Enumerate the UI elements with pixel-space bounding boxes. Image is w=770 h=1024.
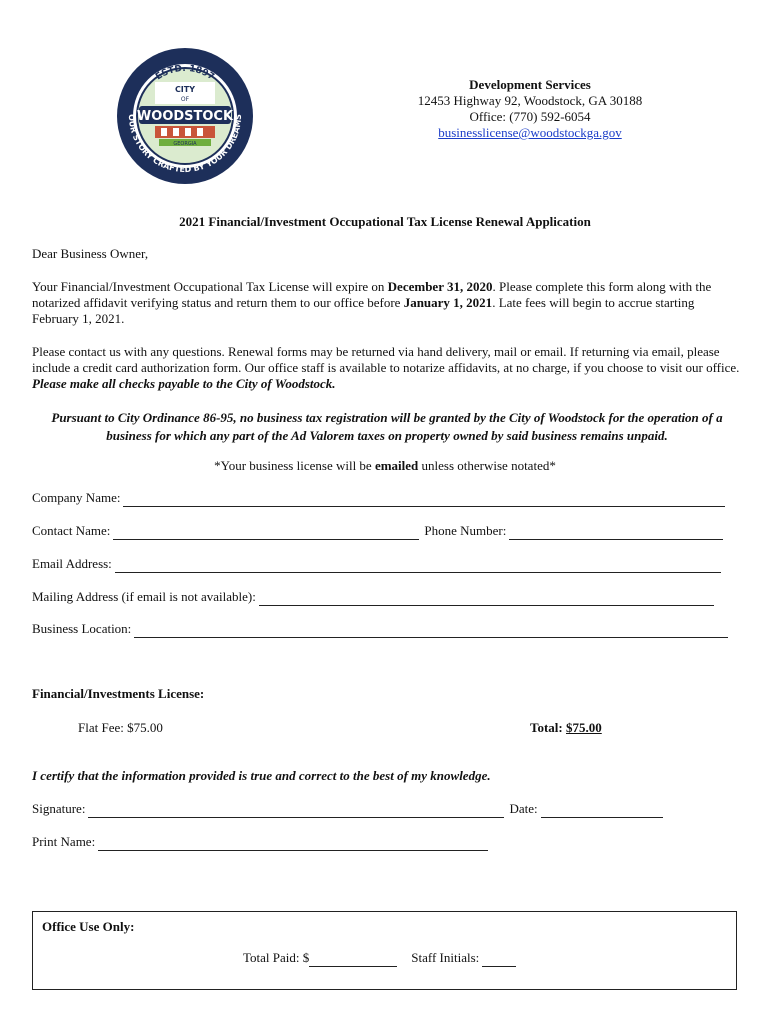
total-paid-field[interactable] <box>309 953 397 967</box>
certification-statement: I certify that the information provided is true and correct to the best of my knowledge. <box>32 768 491 783</box>
para2-text: Please contact us with any questions. Renewal forms may be returned via hand delivery, mail or email. If returning via email, please include a credit card authorization form. Our office staff is available to notarize affidavits, at no charge, if you choose to visit our office. <box>32 344 740 375</box>
contact-name-label: Contact Name: <box>32 523 111 538</box>
expiration-paragraph <box>32 279 742 327</box>
business-location-row <box>32 620 728 638</box>
logo-state-text: GEORGIA <box>173 141 197 147</box>
mailing-address-row <box>32 588 714 606</box>
office-use-heading: Office Use Only: <box>42 919 135 934</box>
email-notice <box>0 458 770 474</box>
contact-header <box>380 77 680 141</box>
office-fields-row <box>243 949 516 967</box>
staff-initials-label: Staff Initials: <box>411 950 480 965</box>
date-label: Date: <box>509 801 538 816</box>
staff-initials-field[interactable] <box>482 953 516 967</box>
email-address-field[interactable] <box>115 559 721 573</box>
company-name-field[interactable] <box>123 493 725 507</box>
office-use-box <box>32 911 737 990</box>
email-address-label: Email Address: <box>32 556 112 571</box>
mailing-address-label: Mailing Address (if email is not available): <box>32 589 256 604</box>
total-value: $75.00 <box>566 720 602 735</box>
company-name-row <box>32 489 725 507</box>
business-location-field[interactable] <box>134 624 728 638</box>
print-name-label: Print Name: <box>32 834 96 849</box>
logo-city-text: CITY <box>174 85 196 94</box>
flat-fee: Flat Fee: $75.00 <box>78 720 163 735</box>
license-heading: Financial/Investments License: <box>32 686 205 701</box>
office-address: 12453 Highway 92, Woodstock, GA 30188 <box>417 93 643 108</box>
signature-field[interactable] <box>88 804 504 818</box>
return-deadline: January 1, 2021 <box>403 295 493 310</box>
mailing-address-field[interactable] <box>259 592 714 606</box>
logo-name-text: WOODSTOCK <box>136 109 234 124</box>
phone-number-label: Phone Number: <box>424 523 507 538</box>
ordinance-notice: Pursuant to City Ordinance 86-95, no business tax registration will be granted by the City of Woodstock for the operation of a business for which any part of the Ad Valorem taxes on property owned by said business remains unpaid. <box>51 410 723 443</box>
print-name-row <box>32 833 488 851</box>
notice-emailed: emailed <box>374 458 419 473</box>
print-name-field[interactable] <box>98 837 488 851</box>
logo-of-text: OF <box>180 96 190 103</box>
email-link[interactable]: businesslicense@woodstockga.gov <box>438 125 622 140</box>
business-location-label: Business Location: <box>32 621 132 636</box>
para1-text-1: Your Financial/Investment Occupational Tax License will expire on <box>32 279 388 294</box>
para1-text-3: . Late fees will begin to accrue starting February 1, 2021. <box>32 295 695 326</box>
logo-motto-text: OUR STORY CRAFTED BY YOUR DREAMS <box>126 114 244 175</box>
contact-paragraph <box>32 344 742 392</box>
expiration-date: December 31, 2020 <box>387 279 493 294</box>
email-address-row <box>32 555 721 573</box>
logo-estd-text: ESTD. 1897 <box>154 63 216 83</box>
greeting: Dear Business Owner, <box>32 246 149 261</box>
notice-post: unless otherwise notated* <box>418 458 556 473</box>
city-of-woodstock-logo <box>115 46 255 186</box>
total-label: Total: <box>530 720 566 735</box>
form-title: 2021 Financial/Investment Occupational Tax License Renewal Application <box>179 214 591 229</box>
date-field[interactable] <box>541 804 663 818</box>
para1-text-2: . Please complete this form along with the notarized affidavit verifying status and return them to our office before <box>32 279 712 310</box>
department-name: Development Services <box>469 77 591 92</box>
total-amount <box>530 720 602 736</box>
checks-payable-note: Please make all checks payable to the City of Woodstock. <box>32 376 336 391</box>
contact-name-field[interactable] <box>113 526 419 540</box>
phone-number-field[interactable] <box>509 526 723 540</box>
company-name-label: Company Name: <box>32 490 121 505</box>
total-paid-label: Total Paid: $ <box>243 950 310 965</box>
office-phone: Office: (770) 592-6054 <box>469 109 591 124</box>
signature-label: Signature: <box>32 801 86 816</box>
notice-pre: *Your business license will be <box>214 458 375 473</box>
signature-row <box>32 800 663 818</box>
contact-row <box>32 522 723 540</box>
